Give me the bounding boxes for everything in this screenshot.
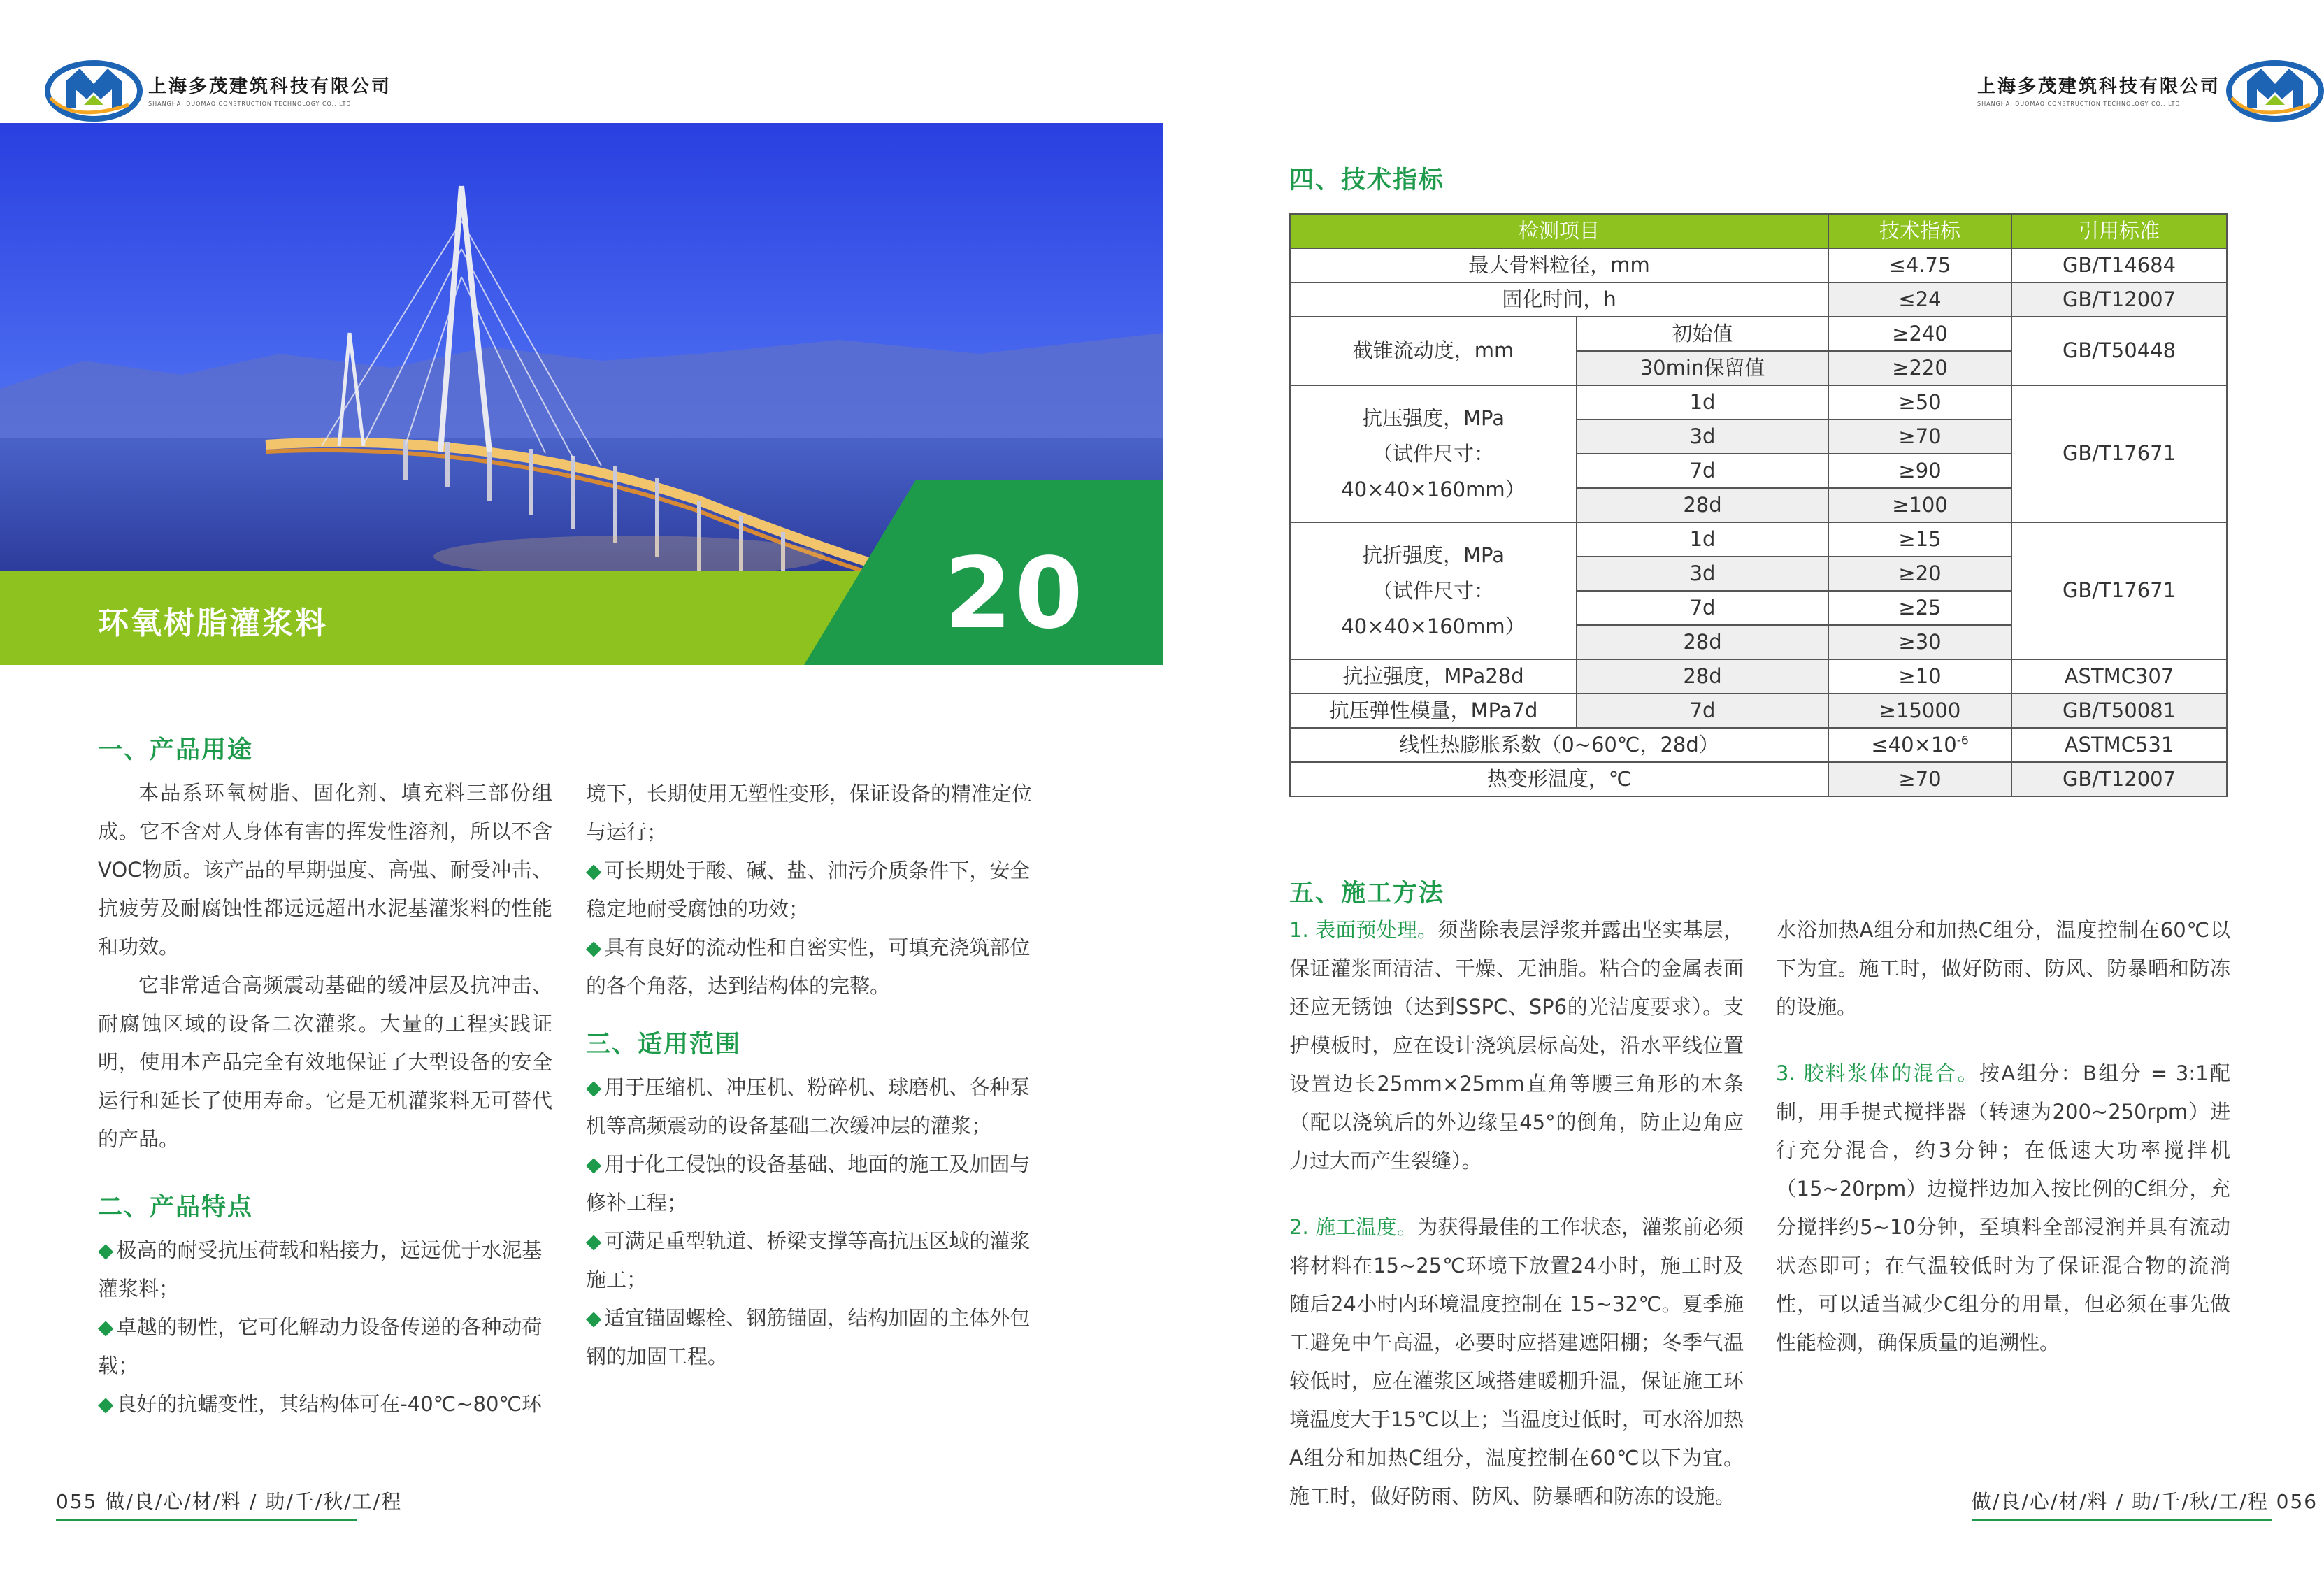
section-heading-scope: 三、适用范围 <box>586 1031 742 1059</box>
row-standard: ASTMC531 <box>2011 728 2227 762</box>
row-item <box>1290 522 1577 659</box>
table-row <box>1290 282 2227 317</box>
row-item-line: 抗折强度，MPa <box>1362 543 1505 567</box>
scope-item <box>586 1145 1040 1222</box>
scope-text: 可满足重型轨道、桥梁支撑等高抗压区域的灌浆施工； <box>586 1229 1031 1291</box>
usage-paragraph-1: 本品系环氧树脂、固化剂、填充料三部份组成。它不含对人身体有害的挥发性溶剂，所以不含VOC物质。该产品的早期强度、高强、耐受冲击、抗疲劳及耐腐蚀性都远远超出水泥基灌浆料的性能和功效。 <box>98 781 552 959</box>
feature-item: ◆ 良好的抗蠕变性，其结构体可在-40℃~80℃环 <box>98 1392 543 1416</box>
scope-text: 用于化工侵蚀的设备基础、地面的施工及加固与修补工程； <box>586 1152 1031 1215</box>
row-value-base: ≤40×10 <box>1871 732 1957 757</box>
step-text: 为获得最佳的工作状态，灌浆前必须将材料在15~25℃环境下放置24小时，施工时及随后24小时内环境温度控制在 15~32℃。夏季施工避免中午高温，必要时应搭建遮阳棚；冬季气温较低时，应在灌浆区域搭建暖棚升温，保证施工环境温度大于15℃以上；当温度过低时，可水浴加热A组分和加热C组分，温度控制在60℃以下为宜。施工时，做好防雨、防风、防暴晒和防冻的设施。 <box>1289 1215 1744 1508</box>
table-row <box>1290 385 2227 420</box>
table-row <box>1290 248 2227 282</box>
section-heading-features: 二、产品特点 <box>98 1194 254 1221</box>
row-item: 热变形温度，℃ <box>1290 762 1828 796</box>
row-standard: GB/T12007 <box>2011 762 2227 796</box>
row-value: ≥70 <box>1828 420 2011 454</box>
row-subitem: 1d <box>1577 385 1828 420</box>
step-lead: 2. 施工温度。 <box>1289 1215 1418 1239</box>
bullet-icon: ◆ <box>586 1152 602 1176</box>
company-name-en: SHANGHAI DUOMAO CONSTRUCTION TECHNOLOGY CO., LTD <box>148 101 352 107</box>
left-column-2 <box>586 775 1040 1376</box>
footer-divider <box>1972 1519 2272 1521</box>
row-value: ≥15 <box>1828 522 2011 557</box>
row-item: 固化时间，h <box>1290 282 1828 317</box>
method-column-2 <box>1776 911 2230 1362</box>
step-text: 按A组分：B组分 = 3:1配制，用手提式搅拌器（转速为200~250rpm）进行充分混合，约3分钟；在低速大功率搅拌机（15~20rpm）边搅拌边加入按比例的C组分，充分搅拌约5~10分钟，至填料全部浸润并具有流动状态即可；在气温较低时为了保证混合物的流淌性，可以适当减少C组分的用量，但必须在事先做性能检测，确保质量的追溯性。 <box>1776 1061 2230 1354</box>
row-standard: GB/T14684 <box>2011 248 2227 282</box>
section-heading-method: 五、施工方法 <box>1289 880 1445 908</box>
row-item-line: （试件尺寸： <box>1372 578 1494 603</box>
scope-text: 用于压缩机、冲压机、粉碎机、球磨机、各种泵机等高频震动的设备基础二次缓冲层的灌浆； <box>586 1075 1031 1138</box>
row-subitem: 28d <box>1577 659 1828 694</box>
header-value: 技术指标 <box>1828 214 2011 248</box>
step-text: 须凿除表层浮浆并露出坚实基层，保证灌浆面清洁、干燥、无油脂。粘合的金属表面还应无锈蚀（达到SSPC、SP6的光洁度要求）。支护模板时，应在设计浇筑层标高处，沿水平线位置设置边长25mm×25mm直角等腰三角形的木条（配以浇筑后的外边缘呈45°的倒角，防止边角应力过大而产生裂缝）。 <box>1289 918 1744 1173</box>
row-subitem: 7d <box>1577 694 1828 728</box>
bullet-icon: ◆ <box>98 1392 114 1416</box>
footer-left <box>56 1486 402 1521</box>
row-value-exponent: -6 <box>1956 733 1969 748</box>
row-standard: GB/T50081 <box>2011 694 2227 728</box>
usage-paragraph-2: 它非常适合高频震动基础的缓冲层及抗冲击、耐腐蚀区域的设备二次灌浆。大量的工程实践证明，使用本产品完全有效地保证了大型设备的安全运行和延长了使用寿命。它是无机灌浆料无可替代的产品。 <box>98 973 552 1151</box>
company-logo-icon <box>45 56 143 123</box>
page-number: 055 <box>56 1490 98 1513</box>
product-number: 20 <box>944 537 1086 651</box>
table-row <box>1290 659 2227 694</box>
row-subitem: 30min保留值 <box>1577 351 1828 385</box>
row-value: ≥25 <box>1828 591 2011 625</box>
step-lead: 1. 表面预处理。 <box>1289 918 1438 942</box>
method-step-3 <box>1776 1054 2230 1362</box>
method-step-2 <box>1289 1208 1744 1516</box>
company-logo-icon <box>2226 56 2324 123</box>
row-value: ≥220 <box>1828 351 2011 385</box>
page-number: 056 <box>2276 1490 2318 1513</box>
row-subitem: 28d <box>1577 625 1828 659</box>
row-standard: GB/T50448 <box>2011 317 2227 385</box>
row-standard: GB/T17671 <box>2011 522 2227 659</box>
method-column-1 <box>1289 911 1744 1508</box>
scope-item <box>586 1299 1040 1376</box>
footer-slogan: 做/良/心/材/料 / 助/千/秋/工/程 <box>1972 1490 2269 1513</box>
row-subitem: 7d <box>1577 591 1828 625</box>
row-subitem: 3d <box>1577 420 1828 454</box>
company-logo-right <box>1977 56 2324 123</box>
row-value: ≤24 <box>1828 282 2011 317</box>
table-row <box>1290 694 2227 728</box>
row-value: ≥70 <box>1828 762 2011 796</box>
company-name-cn: 上海多茂建筑科技有限公司 <box>148 76 392 97</box>
row-item: 抗拉强度，MPa28d <box>1290 659 1577 694</box>
row-subitem: 7d <box>1577 454 1828 488</box>
feature-text: 可长期处于酸、碱、盐、油污介质条件下，安全稳定地耐受腐蚀的功效； <box>586 859 1031 921</box>
row-standard: ASTMC307 <box>2011 659 2227 694</box>
row-subitem: 初始值 <box>1577 317 1828 351</box>
footer-divider <box>56 1519 357 1521</box>
row-item-line: 40×40×160mm） <box>1341 477 1526 501</box>
row-subitem: 3d <box>1577 557 1828 591</box>
scope-item <box>586 1068 1040 1145</box>
row-value: ≥50 <box>1828 385 2011 420</box>
row-item <box>1290 385 1577 522</box>
bullet-icon: ◆ <box>586 936 602 959</box>
row-standard: GB/T17671 <box>2011 385 2227 522</box>
row-subitem: 28d <box>1577 488 1828 522</box>
company-name-cn: 上海多茂建筑科技有限公司 <box>1977 76 2221 97</box>
footer-slogan: 做/良/心/材/料 / 助/千/秋/工/程 <box>105 1490 403 1513</box>
left-column-1 <box>98 731 552 1424</box>
row-value: ≥100 <box>1828 488 2011 522</box>
hero-banner <box>0 123 1163 665</box>
product-title: 环氧树脂灌浆料 <box>98 606 328 641</box>
section-heading-specs: 四、技术指标 <box>1289 166 1445 194</box>
scope-text: 适宜锚固螺栓、钢筋锚固，结构加固的主体外包钢的加固工程。 <box>586 1306 1031 1368</box>
company-logo-left <box>45 56 392 123</box>
row-value <box>1828 728 2011 762</box>
bullet-icon: ◆ <box>98 1238 114 1262</box>
row-item-line: （试件尺寸： <box>1372 441 1494 466</box>
row-item: 最大骨料粒径，mm <box>1290 248 1828 282</box>
method-step-2-continued: 水浴加热A组分和加热C组分，温度控制在60℃以下为宜。施工时，做好防雨、防风、防暴晒和防冻的设施。 <box>1776 918 2230 1019</box>
spec-header-row <box>1290 214 2227 248</box>
feature-item <box>586 852 1040 929</box>
feature-item-continued: 境下，长期使用无塑性变形，保证设备的精准定位与运行； <box>586 782 1033 844</box>
scope-item <box>586 1222 1040 1299</box>
row-subitem: 1d <box>1577 522 1828 557</box>
table-row <box>1290 522 2227 557</box>
row-value: ≥240 <box>1828 317 2011 351</box>
bullet-icon: ◆ <box>98 1315 114 1339</box>
feature-text: 卓越的韧性，它可化解动力设备传递的各种动荷载； <box>98 1315 543 1377</box>
feature-item <box>98 1308 552 1385</box>
row-value: ≥10 <box>1828 659 2011 694</box>
feature-item <box>98 1231 552 1308</box>
method-step-1 <box>1289 911 1744 1180</box>
footer-right <box>1972 1486 2318 1521</box>
row-item-line: 抗压强度，MPa <box>1362 406 1505 430</box>
row-item-line: 40×40×160mm） <box>1341 614 1526 638</box>
header-item: 检测项目 <box>1290 214 1828 248</box>
bullet-icon: ◆ <box>586 1306 602 1330</box>
row-item: 线性热膨胀系数（0~60℃，28d） <box>1290 728 1828 762</box>
row-value: ≥90 <box>1828 454 2011 488</box>
row-standard: GB/T12007 <box>2011 282 2227 317</box>
row-item: 抗压弹性模量，MPa7d <box>1290 694 1577 728</box>
row-value: ≥30 <box>1828 625 2011 659</box>
row-item: 截锥流动度，mm <box>1290 317 1577 385</box>
feature-text: 极高的耐受抗压荷载和粘接力，远远优于水泥基灌浆料； <box>98 1238 543 1301</box>
feature-item <box>586 929 1040 1005</box>
bullet-icon: ◆ <box>586 1229 602 1253</box>
spec-table <box>1289 213 2228 797</box>
row-value: ≥15000 <box>1828 694 2011 728</box>
row-value: ≥20 <box>1828 557 2011 591</box>
header-standard: 引用标准 <box>2011 214 2227 248</box>
row-value: ≤4.75 <box>1828 248 2011 282</box>
bullet-icon: ◆ <box>586 859 602 882</box>
feature-text: 具有良好的流动性和自密实性，可填充浇筑部位的各个角落，达到结构体的完整。 <box>586 936 1031 998</box>
bullet-icon: ◆ <box>586 1075 602 1099</box>
company-name-en: SHANGHAI DUOMAO CONSTRUCTION TECHNOLOGY CO., LTD <box>1977 101 2181 107</box>
step-lead: 3. 胶料浆体的混合。 <box>1776 1061 1979 1085</box>
table-row <box>1290 317 2227 351</box>
table-row <box>1290 728 2227 762</box>
section-heading-usage: 一、产品用途 <box>98 736 254 764</box>
table-row <box>1290 762 2227 796</box>
